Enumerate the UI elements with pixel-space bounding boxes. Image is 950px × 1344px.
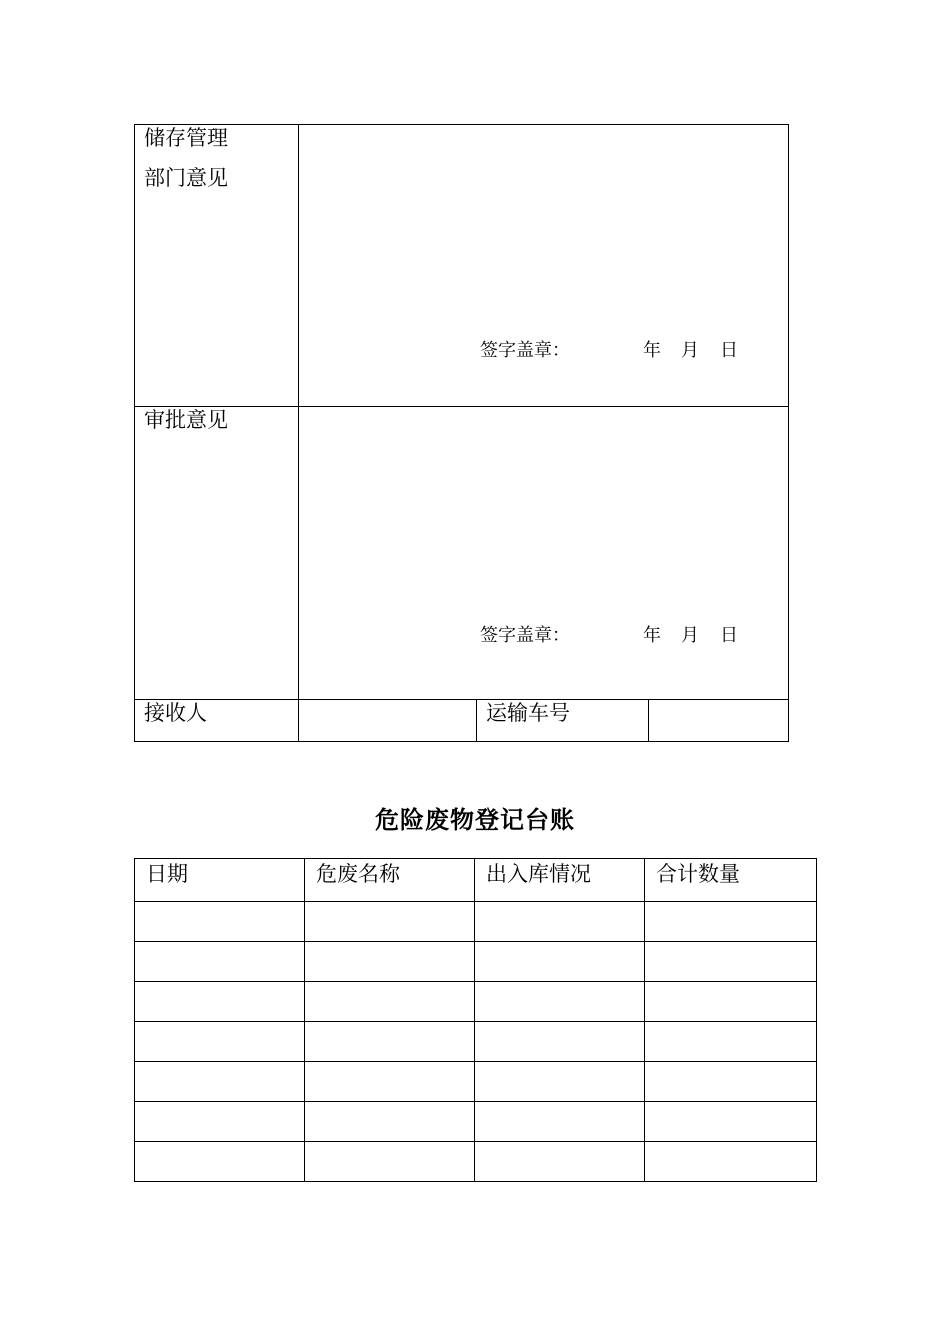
total-quantity-cell[interactable] — [645, 1022, 817, 1062]
in-out-status-cell[interactable] — [475, 1062, 645, 1102]
table-row — [135, 942, 817, 982]
approval-form — [134, 124, 789, 742]
date-cell[interactable] — [135, 942, 305, 982]
table-row — [135, 1062, 817, 1102]
storage-sign-label: 签字盖章： — [480, 340, 570, 361]
receiver-field[interactable] — [299, 700, 476, 741]
total-quantity-cell[interactable] — [645, 1062, 817, 1102]
storage-opinion-field[interactable] — [299, 125, 788, 406]
approval-day-label: 日 — [720, 625, 738, 646]
waste-name-cell[interactable] — [305, 902, 475, 942]
in-out-status-cell[interactable] — [475, 942, 645, 982]
date-cell[interactable] — [135, 982, 305, 1022]
ledger-title: 危险废物登记台账 — [375, 806, 575, 834]
form-border-left — [134, 124, 135, 742]
in-out-status-cell[interactable] — [475, 1102, 645, 1142]
date-cell[interactable] — [135, 1062, 305, 1102]
table-row — [135, 1142, 817, 1182]
date-cell[interactable] — [135, 902, 305, 942]
ledger-header-row — [135, 859, 817, 902]
in-out-status-cell[interactable] — [475, 902, 645, 942]
date-cell[interactable] — [135, 1022, 305, 1062]
approval-label: 审批意见 — [144, 408, 228, 432]
in-out-status-cell[interactable] — [475, 982, 645, 1022]
waste-name-cell[interactable] — [305, 1102, 475, 1142]
waste-name-cell[interactable] — [305, 1022, 475, 1062]
header-total-quantity: 合计数量 — [645, 859, 817, 902]
in-out-status-cell[interactable] — [475, 1142, 645, 1182]
approval-opinion-field[interactable] — [299, 407, 788, 699]
waste-name-cell[interactable] — [305, 942, 475, 982]
ledger-table — [134, 858, 817, 1182]
storage-year-label: 年 — [643, 340, 661, 361]
storage-month-label: 月 — [681, 340, 699, 361]
approval-sign-label: 签字盖章： — [480, 625, 570, 646]
storage-day-label: 日 — [720, 340, 738, 361]
receiver-label: 接收人 — [144, 701, 207, 725]
header-in-out-status: 出入库情况 — [475, 859, 645, 902]
waste-name-cell[interactable] — [305, 1142, 475, 1182]
in-out-status-cell[interactable] — [475, 1022, 645, 1062]
date-cell[interactable] — [135, 1102, 305, 1142]
vehicle-number-label: 运输车号 — [486, 701, 570, 725]
total-quantity-cell[interactable] — [645, 1102, 817, 1142]
vehicle-number-field[interactable] — [649, 700, 788, 741]
approval-month-label: 月 — [681, 625, 699, 646]
total-quantity-cell[interactable] — [645, 902, 817, 942]
form-border-bottom — [134, 741, 789, 742]
total-quantity-cell[interactable] — [645, 1142, 817, 1182]
storage-dept-label-line2: 部门意见 — [144, 166, 228, 190]
table-row — [135, 902, 817, 942]
date-cell[interactable] — [135, 1142, 305, 1182]
header-waste-name: 危废名称 — [305, 859, 475, 902]
header-date: 日期 — [135, 859, 305, 902]
table-row — [135, 1102, 817, 1142]
total-quantity-cell[interactable] — [645, 942, 817, 982]
total-quantity-cell[interactable] — [645, 982, 817, 1022]
form-border-right — [788, 124, 789, 742]
table-row — [135, 1022, 817, 1062]
form-bottom-divider-a — [476, 699, 477, 742]
waste-name-cell[interactable] — [305, 982, 475, 1022]
waste-name-cell[interactable] — [305, 1062, 475, 1102]
table-row — [135, 982, 817, 1022]
storage-dept-label-line1: 储存管理 — [144, 126, 228, 150]
approval-year-label: 年 — [643, 625, 661, 646]
